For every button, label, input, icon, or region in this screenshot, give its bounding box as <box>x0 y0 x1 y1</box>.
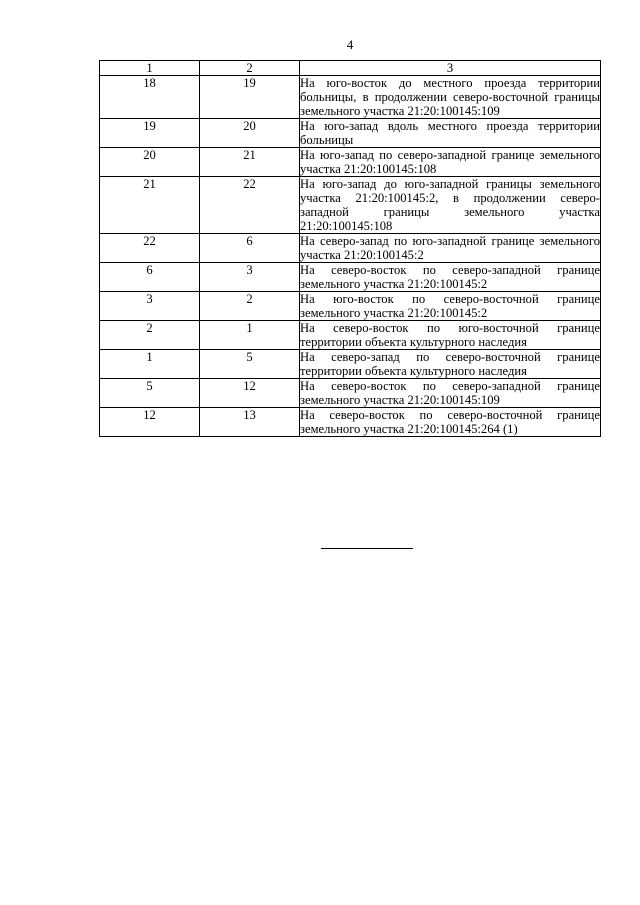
table-row <box>100 321 601 350</box>
header-col-3: 3 <box>300 61 601 76</box>
point-from-cell: 12 <box>100 408 200 437</box>
table-row <box>100 379 601 408</box>
point-to-cell: 19 <box>200 76 300 119</box>
point-to-cell: 1 <box>200 321 300 350</box>
boundary-description-cell: На северо-запад по северо-восточной границе территории объекта культурного наследия <box>300 350 600 378</box>
point-from-cell: 19 <box>100 119 200 148</box>
point-to-cell: 5 <box>200 350 300 379</box>
point-to-cell: 6 <box>200 234 300 263</box>
point-from-cell: 22 <box>100 234 200 263</box>
point-to-cell: 12 <box>200 379 300 408</box>
boundary-description-cell: На северо-восток по юго-восточной границе территории объекта культурного наследия <box>300 321 600 349</box>
point-from-cell: 2 <box>100 321 200 350</box>
point-from-cell: 1 <box>100 350 200 379</box>
point-to-cell: 2 <box>200 292 300 321</box>
point-from-cell: 6 <box>100 263 200 292</box>
boundary-description-cell: На северо-восток по северо-западной границе земельного участка 21:20:100145:109 <box>300 379 600 407</box>
table-row <box>100 177 601 234</box>
point-from-cell: 3 <box>100 292 200 321</box>
boundary-description-cell: На юго-восток до местного проезда территории больницы, в продолжении северо-восточной границы земельного участка 21:20:100145:109 <box>300 76 600 118</box>
point-to-cell: 21 <box>200 148 300 177</box>
table-row <box>100 350 601 379</box>
table-row <box>100 76 601 119</box>
boundary-description-cell: На юго-запад до юго-западной границы земельного участка 21:20:100145:2, в продолжении северо-западной границы земельного участка 21:20:100145:108 <box>300 177 600 233</box>
point-to-cell: 3 <box>200 263 300 292</box>
boundary-description-cell: На юго-восток по северо-восточной границе земельного участка 21:20:100145:2 <box>300 292 600 320</box>
table-row <box>100 263 601 292</box>
end-of-document-separator <box>321 548 413 549</box>
boundary-description-cell: На юго-запад вдоль местного проезда территории больницы <box>300 119 600 147</box>
header-col-2: 2 <box>200 61 300 76</box>
boundary-description-cell: На северо-восток по северо-западной границе земельного участка 21:20:100145:2 <box>300 263 600 291</box>
boundary-description-cell: На северо-восток по северо-восточной границе земельного участка 21:20:100145:264 (1) <box>300 408 600 436</box>
header-col-1: 1 <box>100 61 200 76</box>
point-to-cell: 13 <box>200 408 300 437</box>
point-from-cell: 20 <box>100 148 200 177</box>
boundary-description-table <box>99 60 601 437</box>
page-number: 4 <box>346 37 354 52</box>
table-row <box>100 408 601 437</box>
point-from-cell: 21 <box>100 177 200 234</box>
table-row <box>100 234 601 263</box>
point-to-cell: 22 <box>200 177 300 234</box>
boundary-description-cell: На юго-запад по северо-западной границе земельного участка 21:20:100145:108 <box>300 148 600 176</box>
boundary-description-cell: На северо-запад по юго-западной границе земельного участка 21:20:100145:2 <box>300 234 600 262</box>
table-row <box>100 119 601 148</box>
table-body <box>100 61 601 437</box>
point-from-cell: 18 <box>100 76 200 119</box>
table-header-row <box>100 61 601 76</box>
table-row <box>100 148 601 177</box>
point-to-cell: 20 <box>200 119 300 148</box>
point-from-cell: 5 <box>100 379 200 408</box>
table-row <box>100 292 601 321</box>
